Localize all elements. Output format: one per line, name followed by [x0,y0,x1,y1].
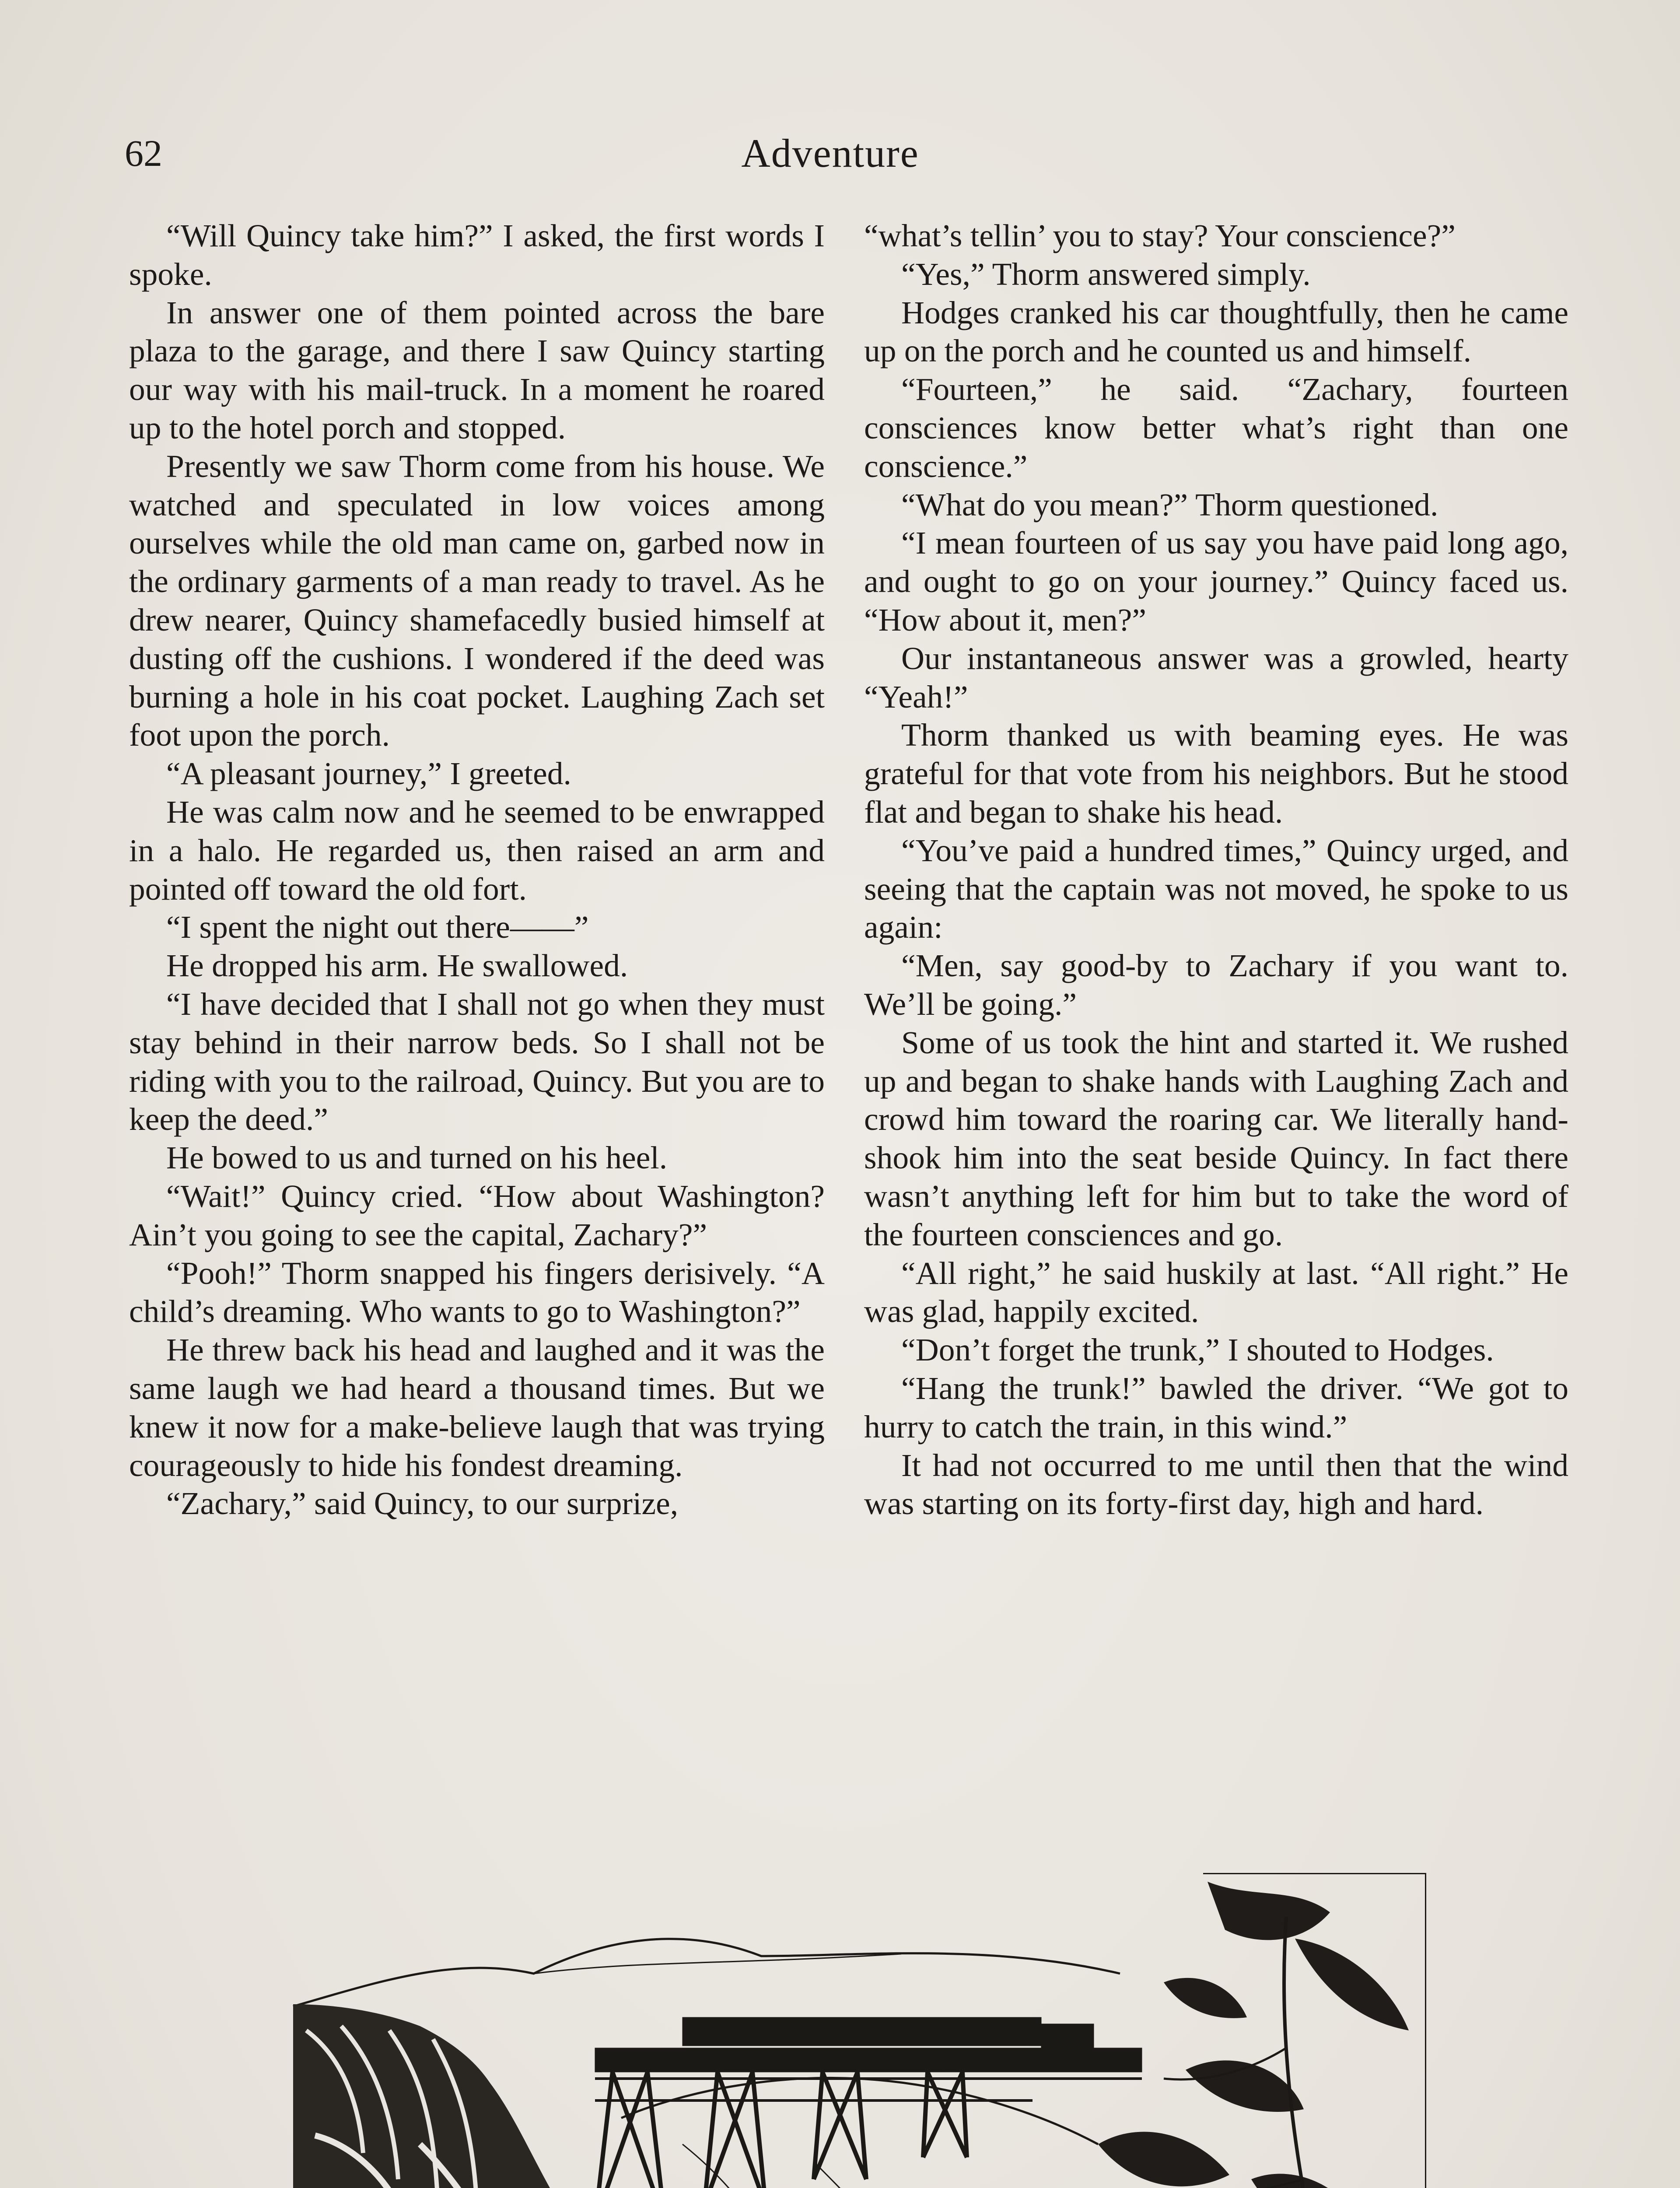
paragraph: He bowed to us and turned on his heel. [166,1140,668,1176]
paragraph: “what’s tellin’ you to stay? Your conscience?” [864,218,1456,253]
paragraph: “Will Quincy take him?” I asked, the first words I spoke. [129,218,825,292]
paragraph: “I have decided that I shall not go when they must stay behind in their narrow beds. So I shall not be riding with you to the railroad, Quincy. But you are to keep the deed.” [129,986,825,1137]
paragraph: “Yes,” Thorm answered simply. [901,256,1311,292]
running-title: Adventure [741,131,919,175]
foliage [1054,1882,1409,2188]
paragraph: “Hang the trunk!” bawled the driver. “We got to hurry to catch the train, in this wind.” [864,1370,1568,1445]
paragraph: “Zachary,” said Quincy, to our surprize, [166,1486,679,1522]
paragraph: Presently we saw Thorm come from his house. We watched and speculated in low voices among ourselves while the old man came on, garbed now in the ordinary garments of a man ready to travel. As he drew nearer, Quincy shamefacedly busied himself at dusting off the cushions. I wondered if the deed was burning a hole in his coat pocket. Laughing Zach set foot upon the porch. [129,448,825,753]
page-header [125,123,1536,184]
page-number: 62 [125,132,162,174]
paragraph: Hodges cranked his car thoughtfully, then he came up on the porch and he counted us and himself. [864,295,1568,369]
paragraph: In answer one of them pointed across the bare plaza to the garage, and there I saw Quincy starting our way with his mail-truck. In a moment he roared up to the hotel porch and stopped. [129,295,825,445]
paragraph: Thorm thanked us with beaming eyes. He was grateful for that vote from his neighbors. But he stood flat and began to shake his head. [864,717,1568,830]
text-column-right [864,217,1568,1523]
paragraph: “A pleasant journey,” I greeted. [166,756,571,792]
paragraph: It had not occurred to me until then that the wind was starting on its forty-first day, high and hard. [864,1447,1568,1522]
paragraph: “I mean fourteen of us say you have paid long ago, and ought to go on your journey.” Quincy faced us. “How about it, men?” [864,525,1568,638]
trestle-bridge [595,2017,1142,2188]
distant-hills [293,1939,1120,2006]
paragraph: “Men, say good-by to Zachary if you want to. We’ll be going.” [864,948,1568,1022]
paragraph: He threw back his head and laughed and it was the same laugh we had heard a thousand times. But we knew it now for a make-believe laugh that was trying courageously to hide his fondest dreaming. [129,1332,825,1483]
paragraph: “Fourteen,” he said. “Zachary, fourteen consciences know better what’s right than one conscience.” [864,372,1568,484]
paragraph: “Pooh!” Thorm snapped his fingers derisively. “A child’s dreaming. Who wants to go to Washington?” [129,1255,825,1329]
paragraph: “Wait!” Quincy cried. “How about Washington? Ain’t you going to see the capital, Zachary?” [129,1178,825,1252]
paragraph: “All right,” he said huskily at last. “All right.” He was glad, happily excited. [864,1255,1568,1329]
railroad-trestle-illustration [289,1873,1426,2188]
paragraph: He was calm now and he seemed to be enwrapped in a halo. He regarded us, then raised an arm and pointed off toward the old fort. [129,794,825,907]
paragraph: Some of us took the hint and started it. We rushed up and began to shake hands with Laughing Zach and crowd him toward the roaring car. We literally hand-shook him into the seat beside Quincy. In fact there wasn’t anything left for him but to take the word of the fourteen consciences and go. [864,1024,1568,1252]
paragraph: “What do you mean?” Thorm questioned. [901,487,1438,522]
paragraph: He dropped his arm. He swallowed. [166,948,628,984]
paragraph: “Don’t forget the trunk,” I shouted to Hodges. [901,1332,1494,1368]
paragraph: Our instantaneous answer was a growled, hearty “Yeah!” [864,640,1568,715]
paragraph: “I spent the night out there——” [166,909,589,945]
text-column-left [129,217,825,1523]
paragraph: “You’ve paid a hundred times,” Quincy urged, and seeing that the captain was not moved, he spoke to us again: [864,832,1568,945]
